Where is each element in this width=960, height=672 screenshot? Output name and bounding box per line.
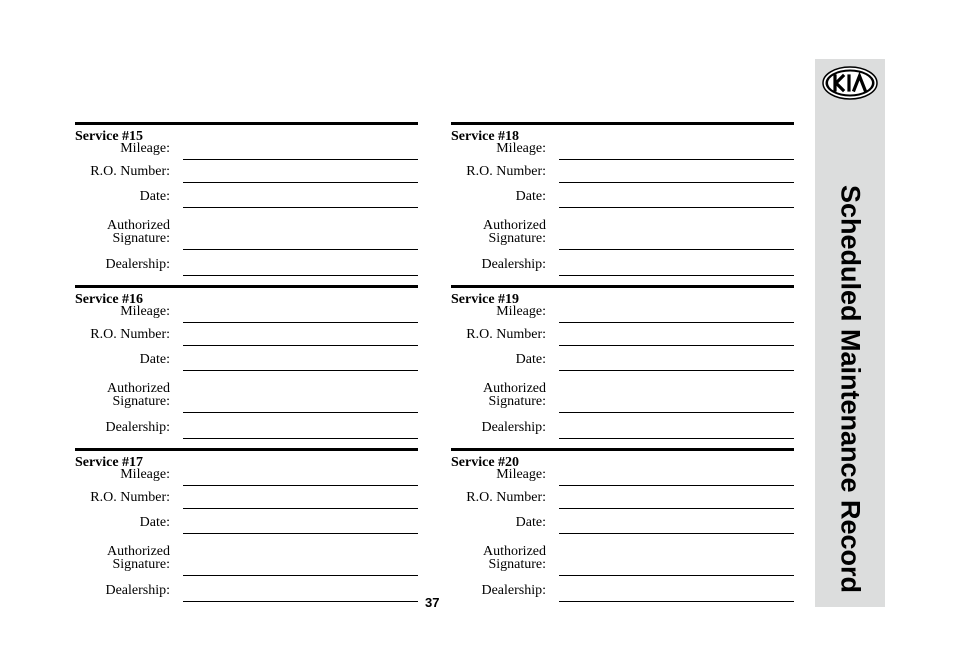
services-column-right — [451, 122, 794, 611]
dealership-label: Dealership: — [481, 257, 546, 272]
ro-number-row — [75, 163, 418, 183]
service-block — [451, 285, 794, 448]
signature-label: Signature: — [112, 394, 170, 409]
ro-number-row — [451, 326, 794, 346]
ro-number-row — [75, 326, 418, 346]
services-column-left — [75, 122, 418, 611]
service-title: Service #16 — [75, 292, 144, 307]
mileage-row — [451, 466, 794, 486]
ro-number-field[interactable] — [559, 508, 794, 509]
mileage-field[interactable] — [183, 159, 418, 160]
mileage-row — [451, 140, 794, 160]
ro-number-row — [451, 163, 794, 183]
ro-number-label: R.O. Number: — [466, 490, 546, 505]
signature-label: Signature: — [112, 231, 170, 246]
date-row — [451, 188, 794, 208]
dealership-label: Dealership: — [481, 420, 546, 435]
dealership-label: Dealership: — [105, 257, 170, 272]
dealership-field[interactable] — [183, 601, 418, 602]
ro-number-label: R.O. Number: — [90, 327, 170, 342]
ro-number-field[interactable] — [559, 345, 794, 346]
service-block — [75, 448, 418, 611]
signature-field[interactable] — [559, 412, 794, 413]
dealership-row — [75, 256, 418, 276]
date-label: Date: — [139, 352, 170, 367]
dealership-label: Dealership: — [481, 583, 546, 598]
mileage-label: Mileage: — [496, 304, 546, 319]
service-title: Service #18 — [451, 129, 520, 144]
date-field[interactable] — [183, 370, 418, 371]
signature-field[interactable] — [183, 575, 418, 576]
sidebar — [815, 59, 885, 607]
date-field[interactable] — [559, 370, 794, 371]
authorized-label: Authorized — [107, 218, 170, 233]
ro-number-field[interactable] — [183, 345, 418, 346]
mileage-row — [75, 140, 418, 160]
date-label: Date: — [515, 515, 546, 530]
ro-number-label: R.O. Number: — [90, 164, 170, 179]
mileage-label: Mileage: — [120, 141, 170, 156]
dealership-field[interactable] — [559, 275, 794, 276]
service-block — [451, 448, 794, 611]
service-block — [75, 285, 418, 448]
mileage-field[interactable] — [183, 485, 418, 486]
date-row — [451, 351, 794, 371]
signature-row — [451, 556, 794, 576]
signature-label: Signature: — [488, 557, 546, 572]
mileage-label: Mileage: — [120, 304, 170, 319]
authorized-label: Authorized — [483, 218, 546, 233]
mileage-field[interactable] — [183, 322, 418, 323]
dealership-row — [75, 582, 418, 602]
signature-field[interactable] — [559, 249, 794, 250]
ro-number-field[interactable] — [183, 508, 418, 509]
section-title: Scheduled Maintenance Record — [835, 184, 866, 594]
dealership-field[interactable] — [559, 601, 794, 602]
date-row — [75, 514, 418, 534]
dealership-field[interactable] — [559, 438, 794, 439]
service-block — [451, 122, 794, 285]
date-row — [451, 514, 794, 534]
ro-number-label: R.O. Number: — [90, 490, 170, 505]
date-label: Date: — [139, 189, 170, 204]
ro-number-label: R.O. Number: — [466, 164, 546, 179]
ro-number-row — [451, 489, 794, 509]
page-number: 37 — [425, 595, 440, 610]
dealership-label: Dealership: — [105, 583, 170, 598]
mileage-field[interactable] — [559, 159, 794, 160]
signature-row — [75, 393, 418, 413]
service-title: Service #20 — [451, 455, 520, 470]
signature-field[interactable] — [183, 412, 418, 413]
date-field[interactable] — [183, 207, 418, 208]
mileage-row — [75, 303, 418, 323]
service-title: Service #15 — [75, 129, 144, 144]
date-field[interactable] — [183, 533, 418, 534]
date-field[interactable] — [559, 533, 794, 534]
signature-row — [75, 556, 418, 576]
signature-label: Signature: — [488, 231, 546, 246]
dealership-row — [75, 419, 418, 439]
ro-number-label: R.O. Number: — [466, 327, 546, 342]
mileage-field[interactable] — [559, 322, 794, 323]
dealership-row — [451, 582, 794, 602]
ro-number-field[interactable] — [559, 182, 794, 183]
authorized-label: Authorized — [107, 544, 170, 559]
mileage-field[interactable] — [559, 485, 794, 486]
date-label: Date: — [515, 189, 546, 204]
date-field[interactable] — [559, 207, 794, 208]
signature-label: Signature: — [112, 557, 170, 572]
dealership-row — [451, 419, 794, 439]
authorized-label: Authorized — [483, 544, 546, 559]
service-title: Service #19 — [451, 292, 520, 307]
mileage-row — [451, 303, 794, 323]
dealership-field[interactable] — [183, 438, 418, 439]
dealership-row — [451, 256, 794, 276]
signature-label: Signature: — [488, 394, 546, 409]
dealership-label: Dealership: — [105, 420, 170, 435]
mileage-label: Mileage: — [120, 467, 170, 482]
service-block — [75, 122, 418, 285]
kia-logo-icon — [822, 66, 878, 100]
authorized-label: Authorized — [483, 381, 546, 396]
signature-field[interactable] — [559, 575, 794, 576]
mileage-label: Mileage: — [496, 141, 546, 156]
ro-number-row — [75, 489, 418, 509]
signature-row — [451, 230, 794, 250]
service-title: Service #17 — [75, 455, 144, 470]
date-label: Date: — [139, 515, 170, 530]
signature-row — [75, 230, 418, 250]
date-row — [75, 188, 418, 208]
date-label: Date: — [515, 352, 546, 367]
signature-field[interactable] — [183, 249, 418, 250]
signature-row — [451, 393, 794, 413]
ro-number-field[interactable] — [183, 182, 418, 183]
mileage-label: Mileage: — [496, 467, 546, 482]
authorized-label: Authorized — [107, 381, 170, 396]
date-row — [75, 351, 418, 371]
mileage-row — [75, 466, 418, 486]
dealership-field[interactable] — [183, 275, 418, 276]
